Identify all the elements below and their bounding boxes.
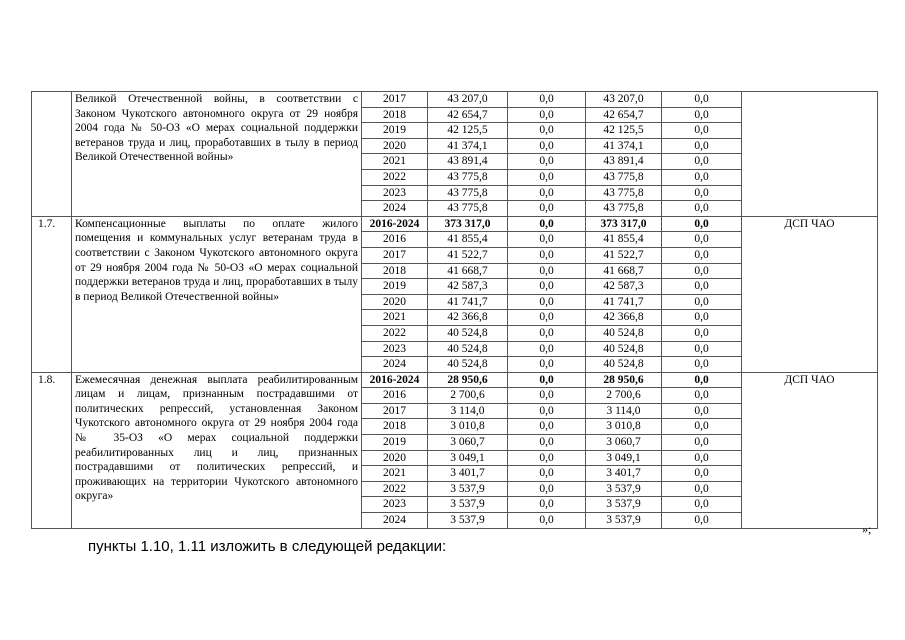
year-cell: 2021 xyxy=(362,154,428,170)
other-amount-cell: 0,0 xyxy=(662,216,742,232)
table-row xyxy=(32,216,878,232)
regional-amount-cell: 41 668,7 xyxy=(586,263,662,279)
regional-amount-cell: 3 114,0 xyxy=(586,403,662,419)
other-amount-cell: 0,0 xyxy=(662,185,742,201)
other-amount-cell: 0,0 xyxy=(662,435,742,451)
regional-amount-cell: 28 950,6 xyxy=(586,372,662,388)
executor-cell: ДСП ЧАО xyxy=(742,216,878,372)
year-cell: 2023 xyxy=(362,185,428,201)
regional-amount-cell: 373 317,0 xyxy=(586,216,662,232)
total-amount-cell: 2 700,6 xyxy=(428,388,508,404)
total-amount-cell: 3 537,9 xyxy=(428,497,508,513)
other-amount-cell: 0,0 xyxy=(662,263,742,279)
federal-amount-cell: 0,0 xyxy=(508,169,586,185)
other-amount-cell: 0,0 xyxy=(662,357,742,373)
regional-amount-cell: 42 654,7 xyxy=(586,107,662,123)
year-cell: 2024 xyxy=(362,201,428,217)
total-amount-cell: 3 401,7 xyxy=(428,466,508,482)
regional-amount-cell: 3 537,9 xyxy=(586,513,662,529)
year-cell: 2022 xyxy=(362,169,428,185)
table-row xyxy=(32,372,878,388)
other-amount-cell: 0,0 xyxy=(662,450,742,466)
other-amount-cell: 0,0 xyxy=(662,169,742,185)
year-cell: 2018 xyxy=(362,107,428,123)
federal-amount-cell: 0,0 xyxy=(508,107,586,123)
total-amount-cell: 42 587,3 xyxy=(428,279,508,295)
total-amount-cell: 3 060,7 xyxy=(428,435,508,451)
total-amount-cell: 40 524,8 xyxy=(428,341,508,357)
total-amount-cell: 28 950,6 xyxy=(428,372,508,388)
total-amount-cell: 43 207,0 xyxy=(428,92,508,108)
closing-quote-mark: »; xyxy=(862,522,872,536)
total-amount-cell: 373 317,0 xyxy=(428,216,508,232)
amendment-note: пункты 1.10, 1.11 изложить в следующей редакции: xyxy=(88,538,447,555)
federal-amount-cell: 0,0 xyxy=(508,310,586,326)
total-amount-cell: 3 114,0 xyxy=(428,403,508,419)
total-amount-cell: 42 125,5 xyxy=(428,123,508,139)
regional-amount-cell: 41 374,1 xyxy=(586,138,662,154)
other-amount-cell: 0,0 xyxy=(662,419,742,435)
year-cell: 2016 xyxy=(362,232,428,248)
total-amount-cell: 42 366,8 xyxy=(428,310,508,326)
federal-amount-cell: 0,0 xyxy=(508,388,586,404)
other-amount-cell: 0,0 xyxy=(662,201,742,217)
federal-amount-cell: 0,0 xyxy=(508,201,586,217)
year-cell: 2017 xyxy=(362,403,428,419)
year-cell: 2018 xyxy=(362,419,428,435)
other-amount-cell: 0,0 xyxy=(662,154,742,170)
other-amount-cell: 0,0 xyxy=(662,325,742,341)
total-amount-cell: 41 522,7 xyxy=(428,247,508,263)
year-cell: 2017 xyxy=(362,92,428,108)
total-amount-cell: 3 049,1 xyxy=(428,450,508,466)
year-cell: 2023 xyxy=(362,341,428,357)
table-row xyxy=(32,92,878,108)
regional-amount-cell: 40 524,8 xyxy=(586,325,662,341)
total-amount-cell: 42 654,7 xyxy=(428,107,508,123)
item-description-cell: Великой Отечественной войны, в соответствии с Законом Чукотского автономного округа от 29 ноября 2004 года № 50-ОЗ «О мерах социальной поддержки ветеранов труда и лиц, проработавших в тылу в период Великой Отечественной войны» xyxy=(72,92,362,217)
year-cell: 2019 xyxy=(362,279,428,295)
year-cell: 2020 xyxy=(362,138,428,154)
other-amount-cell: 0,0 xyxy=(662,107,742,123)
federal-amount-cell: 0,0 xyxy=(508,138,586,154)
regional-amount-cell: 42 125,5 xyxy=(586,123,662,139)
regional-amount-cell: 41 855,4 xyxy=(586,232,662,248)
other-amount-cell: 0,0 xyxy=(662,123,742,139)
regional-amount-cell: 3 010,8 xyxy=(586,419,662,435)
regional-amount-cell: 3 537,9 xyxy=(586,497,662,513)
federal-amount-cell: 0,0 xyxy=(508,263,586,279)
year-cell: 2017 xyxy=(362,247,428,263)
total-amount-cell: 41 741,7 xyxy=(428,294,508,310)
other-amount-cell: 0,0 xyxy=(662,294,742,310)
item-description-cell: Компенсационные выплаты по оплате жилого помещения и коммунальных услуг ветеранам труда в соответствии с Законом Чукотского автономного округа от 29 ноября 2004 года № 50-ОЗ «О мерах социальной поддержки ветеранов труда и лиц, проработавших в тылу в период Великой Отечественной войны» xyxy=(72,216,362,372)
total-amount-cell: 3 537,9 xyxy=(428,481,508,497)
federal-amount-cell: 0,0 xyxy=(508,341,586,357)
total-amount-cell: 40 524,8 xyxy=(428,357,508,373)
regional-amount-cell: 3 060,7 xyxy=(586,435,662,451)
year-cell: 2020 xyxy=(362,450,428,466)
regional-amount-cell: 42 587,3 xyxy=(586,279,662,295)
other-amount-cell: 0,0 xyxy=(662,403,742,419)
total-amount-cell: 41 374,1 xyxy=(428,138,508,154)
year-cell: 2023 xyxy=(362,497,428,513)
regional-amount-cell: 3 401,7 xyxy=(586,466,662,482)
federal-amount-cell: 0,0 xyxy=(508,372,586,388)
regional-amount-cell: 43 207,0 xyxy=(586,92,662,108)
executor-cell xyxy=(742,92,878,217)
regional-amount-cell: 42 366,8 xyxy=(586,310,662,326)
year-cell: 2016-2024 xyxy=(362,372,428,388)
other-amount-cell: 0,0 xyxy=(662,92,742,108)
year-cell: 2019 xyxy=(362,123,428,139)
year-cell: 2016 xyxy=(362,388,428,404)
year-cell: 2020 xyxy=(362,294,428,310)
total-amount-cell: 40 524,8 xyxy=(428,325,508,341)
year-cell: 2018 xyxy=(362,263,428,279)
regional-amount-cell: 40 524,8 xyxy=(586,357,662,373)
other-amount-cell: 0,0 xyxy=(662,481,742,497)
year-cell: 2022 xyxy=(362,325,428,341)
federal-amount-cell: 0,0 xyxy=(508,450,586,466)
year-cell: 2021 xyxy=(362,310,428,326)
other-amount-cell: 0,0 xyxy=(662,232,742,248)
other-amount-cell: 0,0 xyxy=(662,497,742,513)
other-amount-cell: 0,0 xyxy=(662,247,742,263)
federal-amount-cell: 0,0 xyxy=(508,513,586,529)
other-amount-cell: 0,0 xyxy=(662,388,742,404)
other-amount-cell: 0,0 xyxy=(662,138,742,154)
year-cell: 2024 xyxy=(362,513,428,529)
other-amount-cell: 0,0 xyxy=(662,466,742,482)
regional-amount-cell: 40 524,8 xyxy=(586,341,662,357)
regional-amount-cell: 41 741,7 xyxy=(586,294,662,310)
federal-amount-cell: 0,0 xyxy=(508,216,586,232)
federal-amount-cell: 0,0 xyxy=(508,247,586,263)
year-cell: 2016-2024 xyxy=(362,216,428,232)
regional-amount-cell: 43 891,4 xyxy=(586,154,662,170)
total-amount-cell: 41 668,7 xyxy=(428,263,508,279)
item-description-cell: Ежемесячная денежная выплата реабилитированным лицам и лицам, признанным пострадавшими от политических репрессий, установленная Законом Чукотского автономного округа от 29 ноября 2004 года № 35-ОЗ «О мерах социальной поддержки реабилитированных лиц и лиц, признанных пострадавшими от политических репрессий, и проживающих на территории Чукотского автономного округа» xyxy=(72,372,362,528)
executor-cell: ДСП ЧАО xyxy=(742,372,878,528)
year-cell: 2021 xyxy=(362,466,428,482)
other-amount-cell: 0,0 xyxy=(662,279,742,295)
other-amount-cell: 0,0 xyxy=(662,372,742,388)
item-number-cell: 1.8. xyxy=(32,372,72,528)
year-cell: 2022 xyxy=(362,481,428,497)
regional-amount-cell: 43 775,8 xyxy=(586,185,662,201)
total-amount-cell: 43 775,8 xyxy=(428,169,508,185)
total-amount-cell: 3 537,9 xyxy=(428,513,508,529)
total-amount-cell: 43 891,4 xyxy=(428,154,508,170)
regional-amount-cell: 3 537,9 xyxy=(586,481,662,497)
federal-amount-cell: 0,0 xyxy=(508,325,586,341)
regional-amount-cell: 2 700,6 xyxy=(586,388,662,404)
other-amount-cell: 0,0 xyxy=(662,513,742,529)
budget-table xyxy=(31,91,878,529)
federal-amount-cell: 0,0 xyxy=(508,123,586,139)
regional-amount-cell: 41 522,7 xyxy=(586,247,662,263)
federal-amount-cell: 0,0 xyxy=(508,154,586,170)
federal-amount-cell: 0,0 xyxy=(508,481,586,497)
regional-amount-cell: 3 049,1 xyxy=(586,450,662,466)
federal-amount-cell: 0,0 xyxy=(508,92,586,108)
federal-amount-cell: 0,0 xyxy=(508,497,586,513)
total-amount-cell: 43 775,8 xyxy=(428,185,508,201)
federal-amount-cell: 0,0 xyxy=(508,279,586,295)
total-amount-cell: 43 775,8 xyxy=(428,201,508,217)
federal-amount-cell: 0,0 xyxy=(508,357,586,373)
item-number-cell xyxy=(32,92,72,217)
total-amount-cell: 41 855,4 xyxy=(428,232,508,248)
regional-amount-cell: 43 775,8 xyxy=(586,201,662,217)
year-cell: 2019 xyxy=(362,435,428,451)
federal-amount-cell: 0,0 xyxy=(508,185,586,201)
federal-amount-cell: 0,0 xyxy=(508,403,586,419)
federal-amount-cell: 0,0 xyxy=(508,466,586,482)
federal-amount-cell: 0,0 xyxy=(508,294,586,310)
other-amount-cell: 0,0 xyxy=(662,310,742,326)
other-amount-cell: 0,0 xyxy=(662,341,742,357)
federal-amount-cell: 0,0 xyxy=(508,419,586,435)
total-amount-cell: 3 010,8 xyxy=(428,419,508,435)
item-number-cell: 1.7. xyxy=(32,216,72,372)
regional-amount-cell: 43 775,8 xyxy=(586,169,662,185)
federal-amount-cell: 0,0 xyxy=(508,232,586,248)
year-cell: 2024 xyxy=(362,357,428,373)
federal-amount-cell: 0,0 xyxy=(508,435,586,451)
